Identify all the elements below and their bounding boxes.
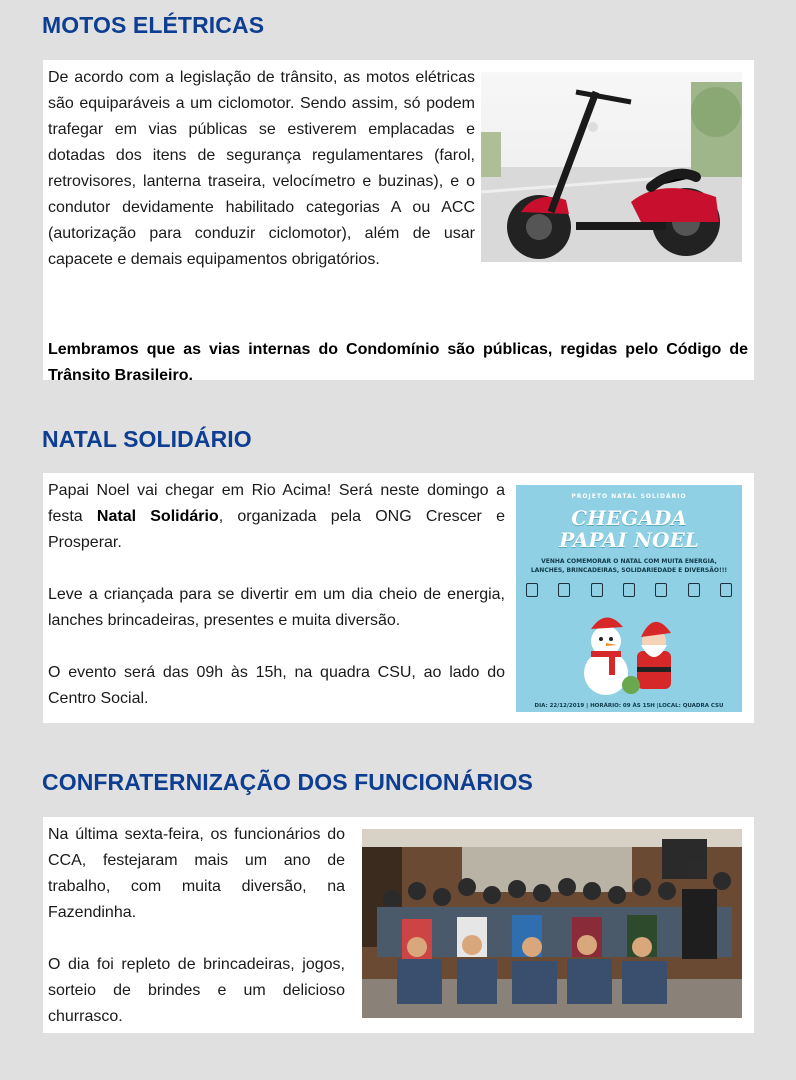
natal-poster (516, 485, 742, 712)
mic-icon (655, 583, 667, 597)
section-title-motos: MOTOS ELÉTRICAS (42, 12, 265, 38)
motos-bold-note: Lembramos que as vias internas do Condomínio são públicas, regidas pelo Código de Trânsito Brasileiro. (48, 341, 748, 384)
poster-subtext: VENHA COMEMORAR O NATAL COM MUITA ENERGIA, LANCHES, BRINCADEIRAS, SOLIDARIEDADE E DIVERSÃO!!! (530, 558, 728, 574)
phone-icon (688, 583, 700, 597)
section-title-natal: NATAL SOLIDÁRIO (42, 426, 252, 452)
card-confraternizacao (43, 817, 754, 1033)
poster-icons (526, 583, 732, 597)
natal-paragraph-2: Leve a criançada para se divertir em um dia cheio de energia, lanches brincadeiras, presentes e muita diversão. (48, 586, 505, 629)
natal-poster-image (516, 485, 742, 712)
cup-icon (558, 583, 570, 597)
confraternizacao-text (48, 822, 345, 1030)
leaf-icon (623, 583, 635, 597)
poster-headline: CHEGADA PAPAI NOEL (559, 506, 699, 552)
natal-paragraph-1: Papai Noel vai chegar em Rio Acima! Será neste domingo a festa Natal Solidário, organizada pela ONG Crescer e Prosperar. (48, 482, 505, 551)
poster-footer: DIA: 22/12/2019 | HORÁRIO: 09 ÀS 15H |LOCAL: QUADRA CSU (534, 703, 724, 709)
poster-top-text: PROJETO NATAL SOLIDÁRIO (571, 493, 687, 500)
electric-scooter-image (481, 72, 742, 262)
card-motos (43, 60, 754, 384)
section-title-confraternizacao: CONFRATERNIZAÇÃO DOS FUNCIONÁRIOS (42, 769, 533, 795)
card-natal (43, 473, 754, 723)
natal-text (48, 478, 505, 712)
motos-paragraph: De acordo com a legislação de trânsito, as motos elétricas são equiparáveis a um ciclomotor. Sendo assim, só podem trafegar em vias públicas se estiverem emplacadas e dotadas dos itens de segurança regulamentares (farol, retrovisores, lanterna traseira, velocímetro e buzinas), e o condutor devidamente habilitado categorias A ou ACC (autorização para conduzir ciclomotor), além de usar capacete e demais equipamentos obrigatórios. (48, 69, 475, 268)
motos-text (48, 65, 475, 273)
group-photo-illustration (362, 829, 742, 1018)
gift-icon (526, 583, 538, 597)
scooter-illustration (481, 72, 742, 262)
natal-paragraph-3: O evento será das 09h às 15h, na quadra CSU, ao lado do Centro Social. (48, 664, 505, 707)
confraternizacao-paragraph-2: O dia foi repleto de brincadeiras, jogos, sorteio de brindes e um delicioso churrasco. (48, 956, 345, 1025)
bulb-icon (591, 583, 603, 597)
snowman-santa-icon (571, 603, 691, 695)
group-photo-image (362, 829, 742, 1018)
natal-event-name: Natal Solidário (96, 508, 219, 525)
confraternizacao-paragraph-1: Na última sexta-feira, os funcionários do CCA, festejaram mais um ano de trabalho, com muita diversão, na Fazendinha. (48, 826, 345, 921)
building-icon (720, 583, 732, 597)
